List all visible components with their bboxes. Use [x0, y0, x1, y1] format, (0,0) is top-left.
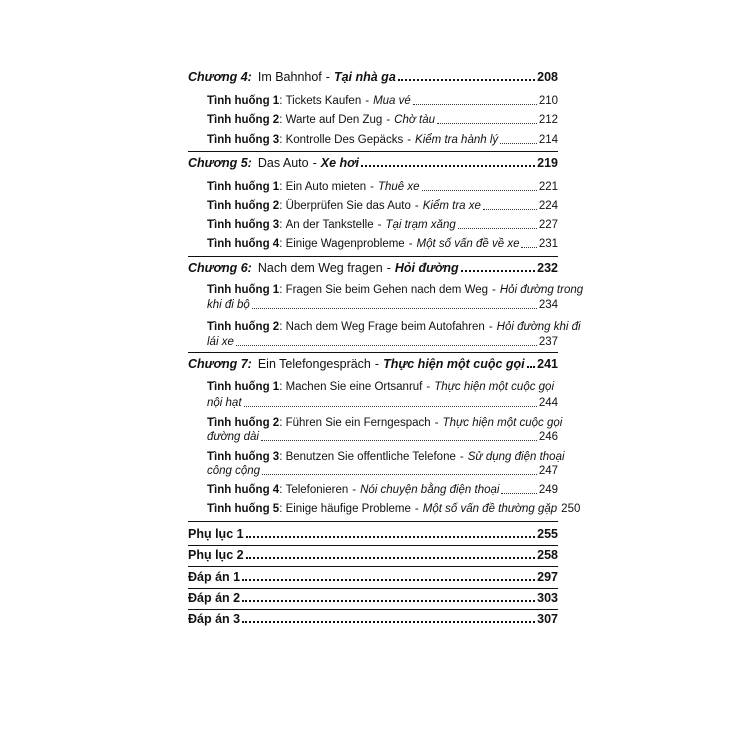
chapter-number: Chương 7: — [188, 357, 252, 371]
separator: - — [325, 70, 330, 84]
chapter-number: Chương 5: — [188, 156, 252, 170]
item-title-de: Einige Wagenprobleme — [285, 238, 405, 250]
item-title-de: Nach dem Weg Frage beim Autofahren — [285, 321, 485, 333]
item-title-vi-cont: công cộng — [207, 465, 261, 477]
item-title-de: Überprüfen Sie das Auto — [285, 200, 411, 212]
chapter-title-vi: Xe hơi — [320, 156, 360, 170]
item-title-vi: Hỏi đường khi đi — [496, 321, 581, 333]
divider — [188, 151, 558, 152]
item-label: Tình huống 5 — [207, 503, 280, 515]
toc-appendix-2 — [188, 548, 558, 562]
item-label: Tình huống 1 — [207, 381, 280, 393]
dot-leader — [242, 579, 535, 581]
item-label: Tình huống 1 — [207, 284, 280, 296]
item-title-vi-cont: đường dài — [207, 431, 259, 443]
item-label: Tình huống 1 — [207, 181, 280, 193]
toc-answers-2 — [188, 591, 558, 605]
item-title-de: Führen Sie ein Ferngespach — [285, 417, 431, 429]
separator: - — [414, 503, 419, 515]
separator: - — [492, 284, 496, 296]
dot-leader — [246, 557, 536, 559]
divider — [188, 352, 558, 353]
item-title-de: Tickets Kaufen — [285, 95, 362, 107]
page-number: 303 — [537, 591, 558, 605]
page-number: 208 — [537, 70, 558, 84]
dot-leader — [422, 190, 537, 191]
toc-chapter-6 — [188, 261, 558, 275]
toc-appendix-1 — [188, 527, 558, 541]
toc-item-line1: Tình huống 2: Führen Sie ein Ferngespach - Thực hiện một cuộc gọi — [207, 417, 563, 429]
answers-label: Đáp án 1 — [188, 570, 241, 584]
item-title-vi: Một số vấn đề thường gặp — [422, 503, 558, 515]
item-title-de: Fragen Sie beim Gehen nach dem Weg — [285, 284, 489, 296]
separator: - — [365, 95, 370, 107]
page-number: 212 — [538, 114, 558, 126]
divider — [188, 521, 558, 522]
dot-leader — [242, 621, 535, 623]
toc-item: Tình huống 2 : Warte auf Den Zug - Chờ tàu 212 — [207, 114, 558, 126]
dot-leader — [437, 123, 537, 124]
page-number: 255 — [537, 527, 558, 541]
page-number: 210 — [538, 95, 558, 107]
item-title-de: Einige häufige Probleme — [285, 503, 411, 515]
item-label: Tình huống 2 — [207, 200, 280, 212]
item-label: Tình huống 3 — [207, 134, 280, 146]
page-number: 297 — [537, 570, 558, 584]
page-number: 227 — [538, 219, 558, 231]
page-number: 244 — [538, 397, 558, 409]
item-title-vi: Kiểm tra xe — [422, 200, 481, 212]
separator: - — [488, 321, 493, 333]
toc-chapter-5 — [188, 156, 558, 170]
item-title-vi: Tại trạm xăng — [385, 219, 456, 231]
chapter-title-de: Das Auto — [257, 156, 309, 170]
item-title-de: Kontrolle Des Gepäcks — [285, 134, 404, 146]
page-number: 250 — [561, 503, 581, 515]
item-label: Tình huống 1 — [207, 95, 280, 107]
item-title-vi: Chờ tàu — [394, 114, 435, 126]
separator: - — [407, 134, 412, 146]
item-title-de: Warte auf Den Zug — [285, 114, 383, 126]
separator: - — [377, 219, 382, 231]
appendix-label: Phụ lục 1 — [188, 527, 244, 541]
item-label: Tình huống 4 — [207, 484, 280, 496]
dot-leader — [252, 308, 537, 309]
dot-leader — [398, 79, 535, 81]
item-title-vi: Nói chuyện bằng điện thoại — [360, 484, 500, 496]
item-title-vi: Thực hiện một cuộc gọi — [442, 417, 563, 429]
separator: - — [374, 357, 380, 371]
toc-item-line2 — [207, 335, 558, 349]
page-number: 246 — [538, 431, 558, 443]
separator: - — [459, 451, 464, 463]
item-title-vi: Thuê xe — [377, 181, 420, 193]
item-title-de: Machen Sie eine Ortsanruf — [285, 381, 423, 393]
item-title-vi: Hỏi đường trong — [499, 284, 584, 296]
dot-leader — [361, 165, 535, 167]
toc-item-line1: Tình huống 1: Fragen Sie beim Gehen nach dem Weg - Hỏi đường trong — [207, 284, 584, 296]
dot-leader — [500, 143, 537, 144]
toc-item: Tình huống 2 : Überprüfen Sie das Auto - Kiểm tra xe 224 — [207, 200, 558, 212]
dot-leader — [246, 536, 536, 538]
dot-leader — [521, 247, 536, 248]
separator: - — [370, 181, 374, 193]
page-number: 247 — [538, 465, 558, 477]
chapter-number: Chương 6: — [188, 261, 252, 275]
divider — [188, 256, 558, 257]
divider — [188, 545, 558, 546]
item-label: Tình huống 2 — [207, 321, 280, 333]
toc-item-line2 — [207, 464, 558, 478]
dot-leader — [262, 474, 537, 475]
toc-item-line2 — [207, 298, 558, 312]
separator: - — [426, 381, 431, 393]
chapter-title-de: Ein Telefongespräch — [257, 357, 371, 371]
separator: - — [386, 114, 391, 126]
chapter-title-de: Im Bahnhof — [257, 70, 322, 84]
chapter-title-vi: Tại nhà ga — [333, 70, 396, 84]
dot-leader — [527, 366, 536, 368]
separator: - — [352, 484, 357, 496]
toc-item: Tình huống 3 : Kontrolle Des Gepäcks - Kiểm tra hành lý 214 — [207, 134, 558, 146]
toc-item: Tình huống 1 : Tickets Kaufen - Mua vé 210 — [207, 95, 558, 107]
item-title-vi-cont: nội hạt — [207, 397, 242, 409]
page-number: 258 — [537, 548, 558, 562]
toc-answers-1 — [188, 570, 558, 584]
chapter-title-de: Nach dem Weg fragen — [257, 261, 383, 275]
item-label: Tình huống 3 — [207, 451, 280, 463]
dot-leader — [501, 493, 536, 494]
item-title-de: Benutzen Sie offentliche Telefone — [285, 451, 456, 463]
item-title-vi-cont: khi đi bộ — [207, 299, 250, 311]
item-title-vi: Mua vé — [373, 95, 411, 107]
separator: - — [408, 238, 413, 250]
toc-item-line2 — [207, 396, 558, 410]
page-number: 221 — [538, 181, 558, 193]
chapter-title-vi: Thực hiện một cuộc gọi — [383, 357, 525, 371]
dot-leader — [244, 406, 537, 407]
chapter-title-vi: Hỏi đường — [394, 261, 459, 275]
page-number: 237 — [538, 336, 558, 348]
dot-leader — [242, 600, 535, 602]
page-number: 307 — [537, 612, 558, 626]
toc-item: Tình huống 3 : An der Tankstelle - Tại trạm xăng 227 — [207, 219, 558, 231]
item-title-vi: Một số vấn đề về xe — [416, 238, 520, 250]
toc-item-line1: Tình huống 3: Benutzen Sie offentliche Telefone - Sử dụng điện thoại — [207, 451, 565, 463]
separator: - — [434, 417, 439, 429]
toc-item-line1: Tình huống 1: Machen Sie eine Ortsanruf - Thực hiện một cuộc gọi — [207, 381, 555, 393]
dot-leader — [261, 440, 537, 441]
divider — [188, 588, 558, 589]
item-label: Tình huống 3 — [207, 219, 280, 231]
item-title-vi-cont: lái xe — [207, 336, 234, 348]
toc-item: Tình huống 1 : Ein Auto mieten - Thuê xe 221 — [207, 181, 558, 193]
item-label: Tình huống 4 — [207, 238, 280, 250]
dot-leader — [236, 345, 537, 346]
item-title-vi: Thực hiện một cuộc gọi — [434, 381, 555, 393]
item-title-vi: Sử dụng điện thoại — [467, 451, 565, 463]
separator: - — [312, 156, 317, 170]
page-number: 241 — [537, 357, 558, 371]
answers-label: Đáp án 3 — [188, 612, 241, 626]
page-number: 224 — [538, 200, 558, 212]
page-number: 219 — [537, 156, 558, 170]
appendix-label: Phụ lục 2 — [188, 548, 244, 562]
item-label: Tình huống 2 — [207, 114, 280, 126]
toc-item: Tình huống 4 : Einige Wagenprobleme - Một số vấn đề về xe 231 — [207, 238, 558, 250]
item-title-de: An der Tankstelle — [285, 219, 374, 231]
toc-item: Tình huống 5 : Einige häufige Probleme - Một số vấn đề thường gặp 250 — [207, 503, 581, 515]
page-number: 214 — [538, 134, 558, 146]
item-title-vi: Kiểm tra hành lý — [415, 134, 499, 146]
item-label: Tình huống 2 — [207, 417, 280, 429]
dot-leader — [461, 270, 535, 272]
chapter-number: Chương 4: — [188, 70, 252, 84]
dot-leader — [458, 228, 537, 229]
toc-item: Tình huống 4 : Telefonieren - Nói chuyện bằng điện thoại 249 — [207, 484, 558, 496]
dot-leader — [413, 104, 537, 105]
dot-leader — [483, 209, 537, 210]
toc-answers-3 — [188, 612, 558, 626]
divider — [188, 566, 558, 567]
toc-item-line1: Tình huống 2: Nach dem Weg Frage beim Autofahren - Hỏi đường khi đi — [207, 321, 581, 333]
page-number: 231 — [538, 238, 558, 250]
page-number: 232 — [537, 261, 558, 275]
answers-label: Đáp án 2 — [188, 591, 241, 605]
separator: - — [414, 200, 419, 212]
item-title-de: Ein Auto mieten — [285, 181, 367, 193]
toc-chapter-4 — [188, 70, 558, 84]
page-number: 234 — [538, 299, 558, 311]
separator: - — [386, 261, 391, 275]
toc-item-line2 — [207, 430, 558, 444]
toc-chapter-7 — [188, 357, 558, 371]
page-number: 249 — [538, 484, 558, 496]
divider — [188, 609, 558, 610]
item-title-de: Telefonieren — [285, 484, 349, 496]
